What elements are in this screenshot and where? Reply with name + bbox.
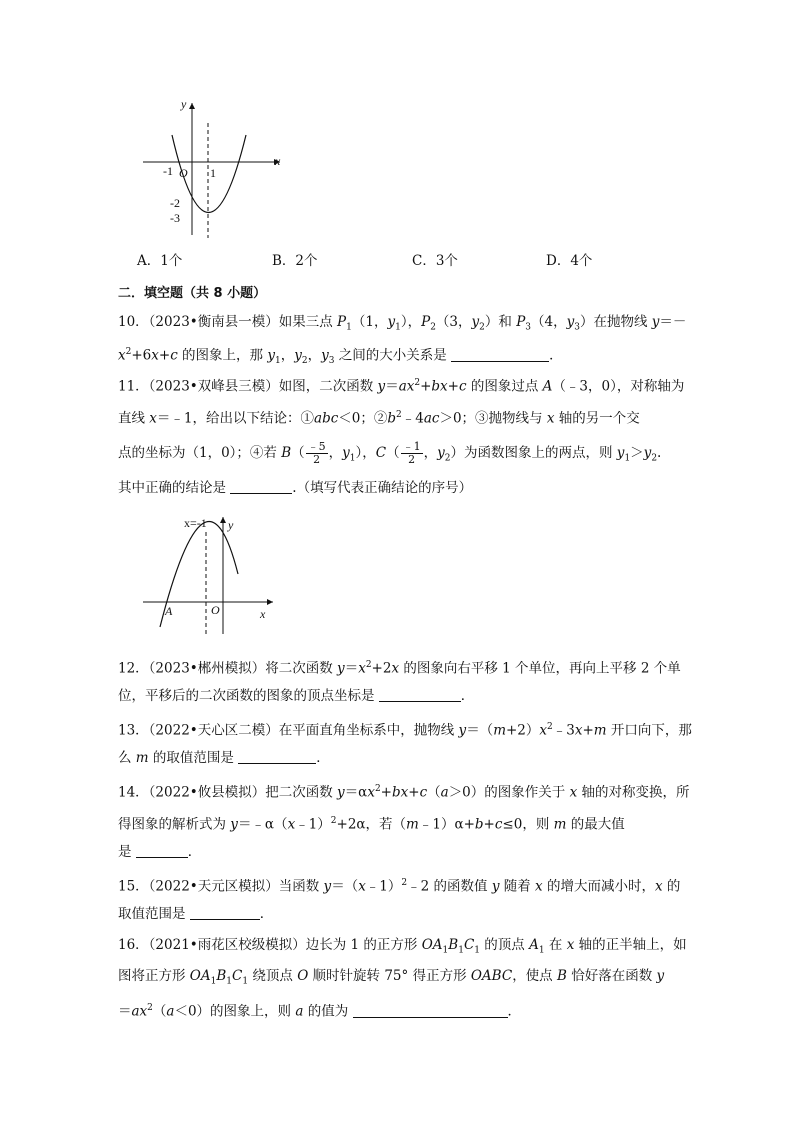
- q10-line-2: $x^2+6x+c$ 的图象上，那 $y_1$，$y_2$，$y_3$ 之间的大小关系是 ．: [118, 347, 563, 367]
- q12-line-1: 12．（2023•郴州模拟）将二次函数 $y=x^2+2x$ 的图象向右平移 1 个单位，再向上平移 2 个单: [118, 660, 681, 677]
- fig1-y-label: y: [181, 97, 187, 111]
- q10-line-1: 10．（2023•衡南县一模）如果三点 $P_1(1$，$y_1$），$P_2(3$，$y_2$）和 $P_3(4$，$y_3$）在抛物线 y＝－: [118, 314, 687, 333]
- q16-line-1: 16．（2021•雨花区校级模拟）边长为 1 的正方形 $OA_1B_1C_1$ 的顶点 $A_1$ 在 x 轴的正半轴上，如: [118, 937, 687, 956]
- option-a: A．1个: [137, 253, 183, 269]
- fig2-y-label: y: [228, 518, 234, 532]
- q16-line-3: $=ax^2(a<0)$的图象上，则 a 的值为 ．: [118, 1003, 522, 1020]
- fig2-origin: O: [211, 603, 220, 617]
- q11-line-3: 点的坐标为（1，0）；④若 B（ $\frac{﹣5}{2}$ ，$y_1$），C（ $\frac{﹣1}{2}$ ，$y_2$）为函数图象上的两点，则 $y_1>y_2$.: [118, 440, 662, 466]
- fig1-tick-m2: -2: [170, 196, 180, 210]
- parabola-figure-1: [135, 95, 295, 245]
- q14-line-2: 得图象的解析式为 y＝﹣α（x﹣1）$^2$+2α，若（m﹣1）α+b+c≤0，则 m 的最大值: [118, 816, 625, 833]
- q11-line-2: 直线 x＝﹣1，给出以下结论：①abc＜0；$②b^2﹣4ac>0$；③抛物线与 x 轴的另一个交: [118, 410, 640, 427]
- q11-line-4: 其中正确的结论是 .（填写代表正确结论的序号）: [118, 480, 473, 496]
- q11-answer-blank[interactable]: [230, 479, 292, 494]
- q15-answer-blank[interactable]: [190, 905, 260, 920]
- q13-answer-blank[interactable]: [238, 749, 316, 764]
- option-d: D．4个: [546, 253, 593, 269]
- fig2-point-a: A: [165, 604, 173, 618]
- q13-line-2: 么 m 的取值范围是 ．: [118, 750, 330, 766]
- fig1-origin: O: [179, 166, 188, 180]
- fig1-tick-m1: -1: [163, 164, 173, 178]
- option-b: B．2个: [272, 253, 318, 269]
- q10-answer-blank[interactable]: [451, 347, 549, 362]
- fig1-tick-m3: -3: [170, 211, 180, 225]
- q15-line-2: 取值范围是 ．: [118, 906, 274, 922]
- q13-line-1: 13．（2022•天心区二模）在平面直角坐标系中，抛物线 $y=(m+2)x^2﹣3x+m$ 开口向下，那: [118, 722, 692, 739]
- fig1-x-label: x: [275, 154, 281, 168]
- q15-line-1: 15．（2022•天元区模拟）当函数 y＝（x﹣1）$^2$﹣2 的函数值 y 随着 x 的增大而减小时，x 的: [118, 878, 681, 895]
- q16-line-2: 图将正方形 $OA_1B_1C_1$ 绕顶点 O 顺时针旋转 75° 得正方形 OABC，使点 B 恰好落在函数 y: [118, 968, 665, 987]
- q12-answer-blank[interactable]: [379, 687, 461, 702]
- section-title: 二．填空题（共 8 小题）: [118, 286, 267, 301]
- fig2-axis-label: x=-1: [184, 516, 207, 530]
- q11-line-1: 11．（2023•双峰县三模）如图，二次函数 $y=ax^2+bx+c$ 的图象过点 A（﹣3，0），对称轴为: [118, 378, 685, 395]
- q14-answer-blank[interactable]: [136, 843, 188, 858]
- fig1-tick-1: 1: [210, 166, 216, 180]
- parabola-figure-2: [138, 512, 278, 637]
- q16-answer-blank[interactable]: [353, 1003, 508, 1018]
- option-c: C．3个: [412, 253, 458, 269]
- q14-line-1: 14．（2022•攸县模拟）把二次函数 $y=\alpha x^2+bx+c(a>0)$的图象作关于 x 轴的对称变换，所: [118, 784, 690, 801]
- q12-line-2: 位，平移后的二次函数的图象的顶点坐标是 ．: [118, 688, 475, 704]
- fig2-x-label: x: [260, 607, 266, 621]
- q14-line-3: 是 ．: [118, 844, 202, 860]
